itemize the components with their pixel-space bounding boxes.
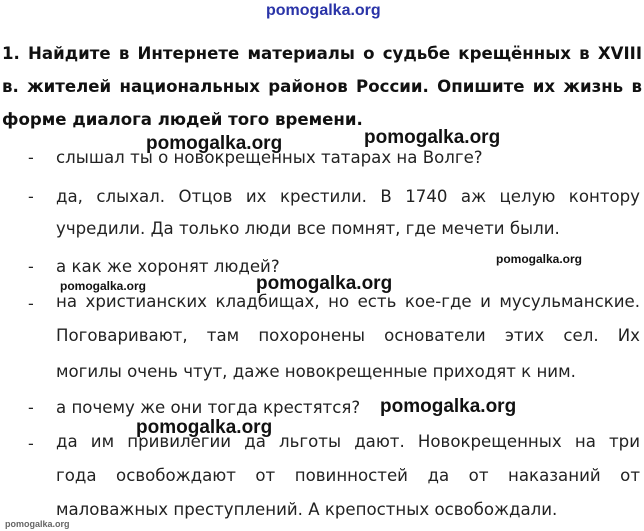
dialogue-line: да, слыхал. Отцов их крестили. В 1740 аж целую контору bbox=[56, 187, 640, 206]
watermark: pomogalka.org bbox=[364, 127, 501, 148]
watermark: pomogalka.org bbox=[136, 417, 273, 438]
watermark: pomogalka.org bbox=[146, 133, 283, 154]
dialogue-line: учредили. Да только люди все помнят, где мечети были. bbox=[56, 219, 560, 238]
dialogue-line: Поговаривают, там похоронены основатели этих сел. Их bbox=[56, 326, 640, 345]
dialogue-line: слышал ты о новокрещенных татарах на Волге? bbox=[56, 148, 483, 167]
watermark: pomogalka.org bbox=[60, 279, 147, 293]
dialogue-line: на христианских кладбищах, но есть кое-где и мусульманские. bbox=[56, 292, 640, 311]
watermark: pomogalka.org bbox=[5, 519, 70, 529]
watermark-top: pomogalka.org bbox=[266, 2, 381, 19]
dialogue-dash: - bbox=[28, 398, 34, 417]
dialogue-dash: - bbox=[28, 148, 34, 167]
dialogue-line: а как же хоронят людей? bbox=[56, 257, 280, 276]
dialogue-line: года освобождают от повинностей да от наказаний от bbox=[56, 466, 640, 485]
dialogue-line: могилы очень чтут, даже новокрещенные приходят к ним. bbox=[56, 362, 576, 381]
watermark: pomogalka.org bbox=[380, 396, 517, 417]
dialogue-dash: - bbox=[28, 257, 34, 276]
dialogue-line: маловажных преступлений. А крепостных освобождали. bbox=[56, 500, 558, 519]
watermark: pomogalka.org bbox=[256, 273, 393, 294]
dialogue-line: а почему же они тогда крестятся? bbox=[56, 398, 361, 417]
watermark: pomogalka.org bbox=[496, 252, 583, 266]
dialogue-line: да им привилегии да льготы дают. Новокрещенных на три bbox=[56, 432, 640, 451]
dialogue-dash: - bbox=[28, 434, 34, 453]
dialogue-dash: - bbox=[28, 294, 34, 313]
dialogue-dash: - bbox=[28, 187, 34, 206]
task-question: 1. Найдите в Интернете материалы о судьбе крещённых в XVIII в. жителей национальных районов России. Опишите их жизнь в форме диалога людей того времени. bbox=[2, 44, 642, 129]
